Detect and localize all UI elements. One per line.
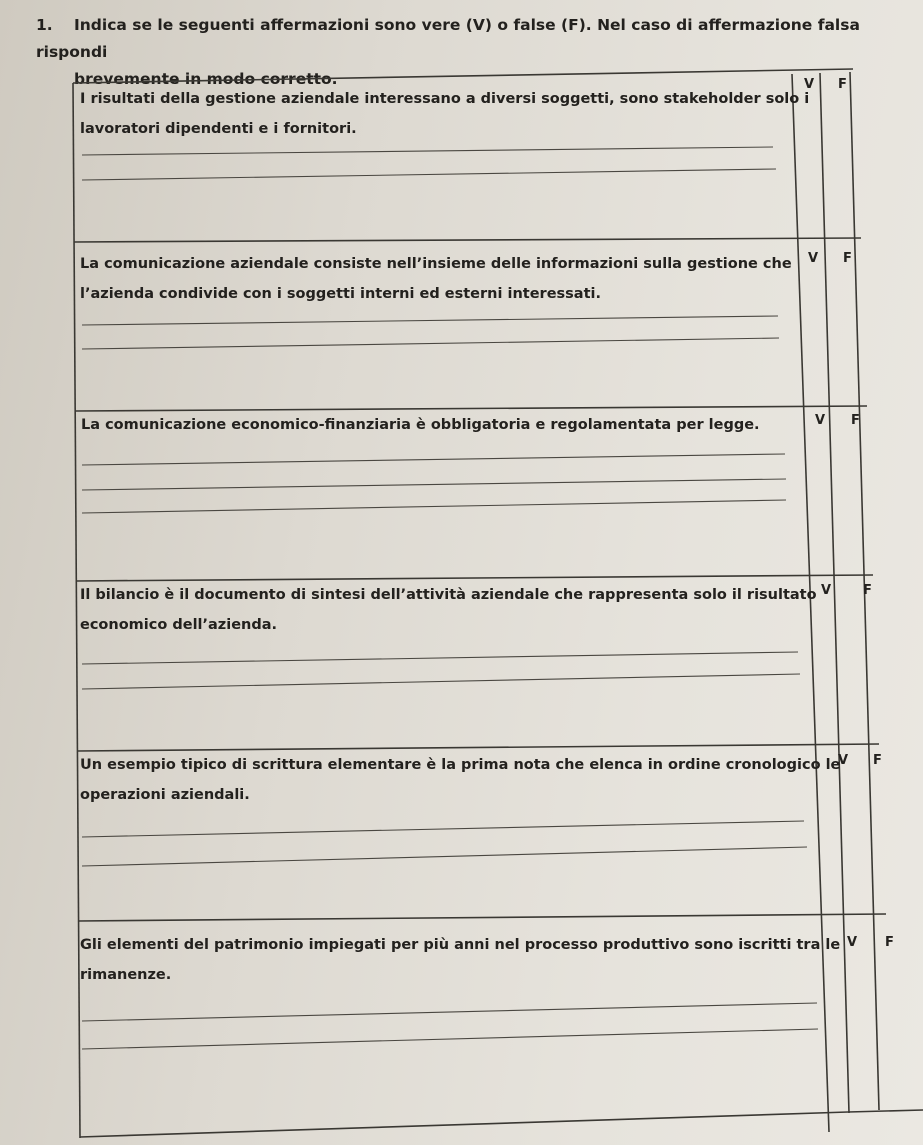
answer-line — [82, 338, 779, 349]
statement-2-line-2: l’azienda condivide con i soggetti interni ed esterni interessati. — [80, 286, 602, 302]
table-bottom-edge-right — [848, 1110, 923, 1112]
instruction-line-2: brevemente in modo corretto. — [74, 70, 338, 88]
answer-line — [82, 147, 773, 155]
answer-line — [82, 821, 804, 837]
answer-line — [82, 316, 778, 325]
answer-line — [82, 847, 807, 866]
statement-4-line-2: economico dell’azienda. — [80, 617, 278, 633]
answer-line — [82, 652, 798, 664]
statement-2-true-option[interactable]: V — [808, 251, 819, 266]
statement-3-false-option[interactable]: F — [851, 413, 860, 428]
statement-5-true-option[interactable]: V — [838, 753, 849, 768]
row-separator-1 — [74, 238, 861, 242]
statement-5-false-option[interactable]: F — [873, 753, 882, 768]
statement-row-1 — [80, 84, 809, 144]
statement-3-line-1: La comunicazione economico-finanziaria è obbligatoria e regolamentata per legge. — [81, 417, 760, 433]
statement-4-line-1: Il bilancio è il documento di sintesi dell’attività aziendale che rappresenta solo il risultato — [80, 587, 817, 603]
answer-line — [82, 479, 786, 490]
statement-2-line-1: La comunicazione aziendale consiste nell’insieme delle informazioni sulla gestione che — [80, 256, 792, 272]
statement-1-line-1: I risultati della gestione aziendale interessano a diversi soggetti, sono stakeholder solo i — [80, 91, 810, 107]
exercise-number: 1. — [36, 16, 53, 34]
instruction-line-1: Indica se le seguenti affermazioni sono vere (V) o false (F). Nel caso di affermazione falsa rispondi — [36, 16, 860, 61]
table-top-border — [73, 69, 853, 83]
statement-5-line-1: Un esempio tipico di scrittura elementare è la prima nota che elenca in ordine cronologico le — [80, 757, 841, 773]
answer-line — [82, 674, 800, 689]
statement-row-2 — [80, 249, 792, 309]
answer-line — [82, 1003, 817, 1021]
statement-6-true-option[interactable]: V — [847, 935, 858, 950]
statement-4-false-option[interactable]: F — [863, 583, 872, 598]
statement-1-false-option[interactable]: F — [838, 77, 847, 92]
statement-4-true-option[interactable]: V — [821, 583, 832, 598]
statement-5-line-2: operazioni aziendali. — [80, 787, 250, 803]
answer-line — [82, 500, 786, 513]
answer-line — [82, 1029, 818, 1049]
statement-row-5 — [80, 750, 840, 810]
row-separator-5 — [78, 914, 886, 921]
statement-1-line-2: lavoratori dipendenti e i fornitori. — [80, 121, 357, 137]
statement-1-true-option[interactable]: V — [804, 77, 815, 92]
statement-row-3 — [81, 410, 760, 440]
statement-row-6 — [80, 930, 840, 990]
statement-6-false-option[interactable]: F — [885, 935, 894, 950]
statement-6-line-1: Gli elementi del patrimonio impiegati per più anni nel processo produttivo sono iscritti tra le — [80, 937, 841, 953]
table-bottom-edge — [80, 1112, 848, 1137]
statement-6-line-2: rimanenze. — [80, 967, 172, 983]
statement-2-false-option[interactable]: F — [843, 251, 852, 266]
statement-row-4 — [80, 580, 817, 640]
answer-line — [82, 454, 785, 465]
answer-line — [82, 169, 776, 180]
statement-3-true-option[interactable]: V — [815, 413, 826, 428]
